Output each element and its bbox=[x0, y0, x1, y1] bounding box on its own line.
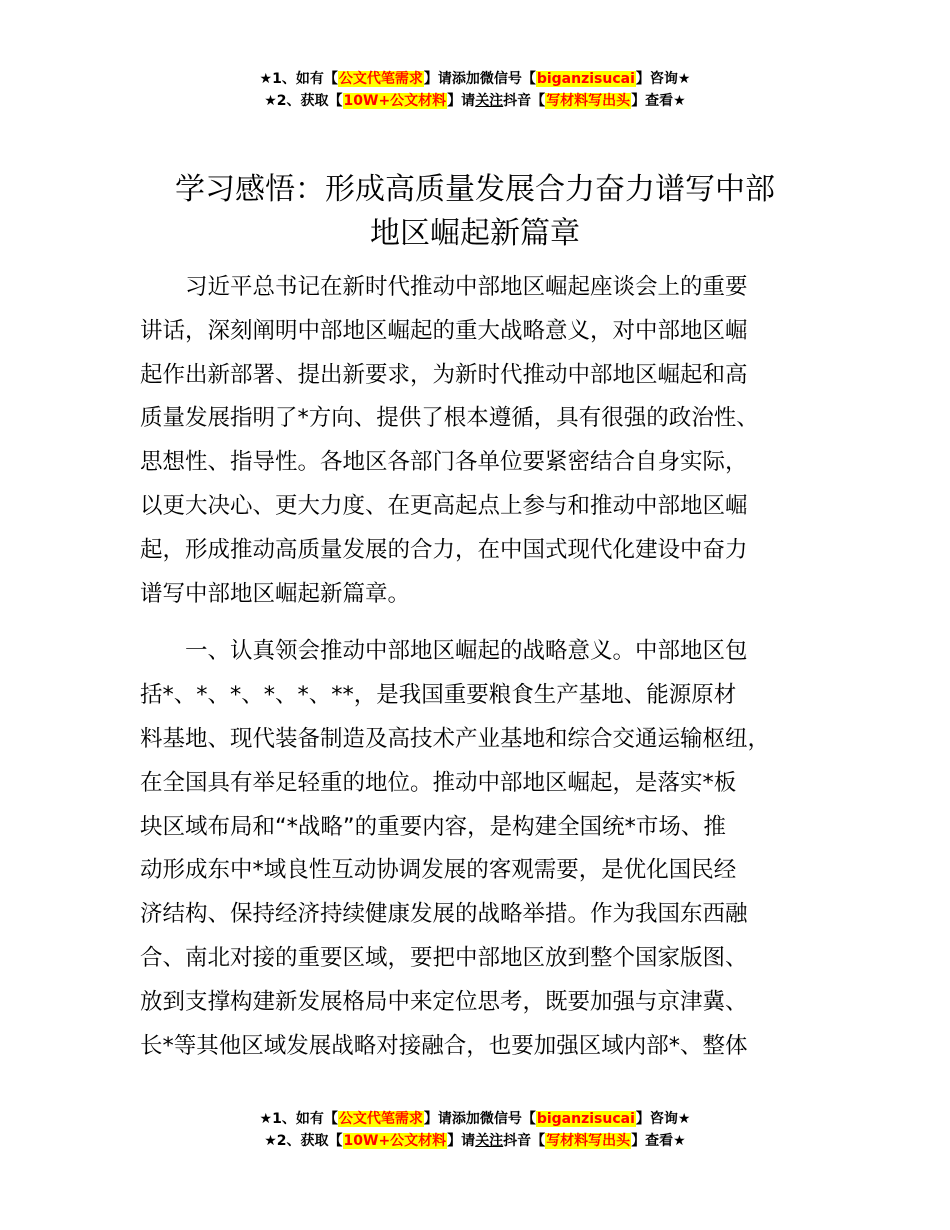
banner-line-1 bbox=[0, 1108, 950, 1130]
text-line: 济结构、保持经济持续健康发展的战略举措。作为我国东西融 bbox=[140, 901, 748, 928]
text-line: 一、认真领会推动中部地区崛起的战略意义。中部地区包 bbox=[185, 638, 748, 665]
text-line: 料基地、现代装备制造及高技术产业基地和综合交通运输枢纽， bbox=[140, 725, 771, 752]
banner-text: 抖音【 bbox=[503, 1133, 546, 1149]
banner-text: ★1、如有【 bbox=[259, 71, 338, 87]
text-line: 起，形成推动高质量发展的合力，在中国式现代化建设中奋力 bbox=[140, 536, 748, 563]
highlight-service: 公文代笔需求 bbox=[338, 71, 423, 87]
text-line: 长*等其他区域发展战略对接融合，也要加强区域内部*、整体 bbox=[140, 1032, 748, 1059]
document-body bbox=[140, 266, 830, 1068]
banner-text: 】请 bbox=[447, 93, 476, 109]
banner-text: 】请添加微信号【 bbox=[423, 1111, 536, 1127]
banner-text: 】请添加微信号【 bbox=[423, 71, 536, 87]
header-banner bbox=[0, 68, 950, 112]
banner-line-1 bbox=[0, 68, 950, 90]
banner-text: ★2、获取【 bbox=[264, 1133, 343, 1149]
banner-text: 】查看★ bbox=[631, 93, 686, 109]
paragraph-2 bbox=[140, 630, 830, 1068]
highlight-account: 写材料写出头 bbox=[546, 93, 631, 109]
title-line-2: 地区崛起新篇章 bbox=[370, 216, 580, 251]
banner-text: ★2、获取【 bbox=[264, 93, 343, 109]
highlight-materials: 10W+公文材料 bbox=[343, 1133, 447, 1149]
highlight-wechat-id: biganzisucai bbox=[536, 1111, 635, 1127]
document-title bbox=[140, 168, 810, 256]
text-line: 合、南北对接的重要区域，要把中部地区放到整个国家版图、 bbox=[140, 944, 748, 971]
text-line: 习近平总书记在新时代推动中部地区崛起座谈会上的重要 bbox=[185, 274, 748, 300]
text-line: 质量发展指明了*方向、提供了根本遵循，具有很强的政治性、 bbox=[140, 405, 759, 432]
text-line: 讲话，深刻阐明中部地区崛起的重大战略意义，对中部地区崛 bbox=[140, 317, 748, 344]
banner-text: 】查看★ bbox=[631, 1133, 686, 1149]
footer-banner bbox=[0, 1108, 950, 1152]
text-line: 在全国具有举足轻重的地位。推动中部地区崛起，是落实*板 bbox=[140, 769, 737, 796]
title-line-1: 学习感悟：形成高质量发展合力奋力谱写中部 bbox=[175, 172, 775, 207]
banner-line-2 bbox=[0, 1130, 950, 1152]
banner-text: 】咨询★ bbox=[635, 71, 691, 87]
underlined-text: 关注 bbox=[475, 93, 504, 109]
banner-text: ★1、如有【 bbox=[259, 1111, 338, 1127]
underlined-text: 关注 bbox=[475, 1133, 504, 1149]
text-line: 括*、*、*、*、*、**，是我国重要粮食生产基地、能源原材 bbox=[140, 682, 737, 709]
text-line: 起作出新部署、提出新要求，为新时代推动中部地区崛起和高 bbox=[140, 361, 748, 388]
text-line: 块区域布局和“*战略”的重要内容，是构建全国统*市场、推 bbox=[140, 813, 726, 840]
text-line: 以更大决心、更大力度、在更高起点上参与和推动中部地区崛 bbox=[140, 492, 748, 519]
highlight-wechat-id: biganzisucai bbox=[536, 71, 635, 87]
highlight-service: 公文代笔需求 bbox=[338, 1111, 423, 1127]
text-line: 动形成东中*域良性互动协调发展的客观需要，是优化国民经 bbox=[140, 857, 737, 884]
paragraph-1 bbox=[140, 266, 830, 616]
highlight-account: 写材料写出头 bbox=[546, 1133, 631, 1149]
banner-text: 】咨询★ bbox=[635, 1111, 691, 1127]
banner-line-2 bbox=[0, 90, 950, 112]
highlight-materials: 10W+公文材料 bbox=[343, 93, 447, 109]
banner-text: 抖音【 bbox=[503, 93, 546, 109]
text-line: 思想性、指导性。各地区各部门各单位要紧密结合自身实际， bbox=[140, 449, 748, 476]
text-line: 谱写中部地区崛起新篇章。 bbox=[140, 580, 411, 607]
banner-text: 】请 bbox=[447, 1133, 476, 1149]
text-line: 放到支撑构建新发展格局中来定位思考，既要加强与京津冀、 bbox=[140, 988, 748, 1015]
